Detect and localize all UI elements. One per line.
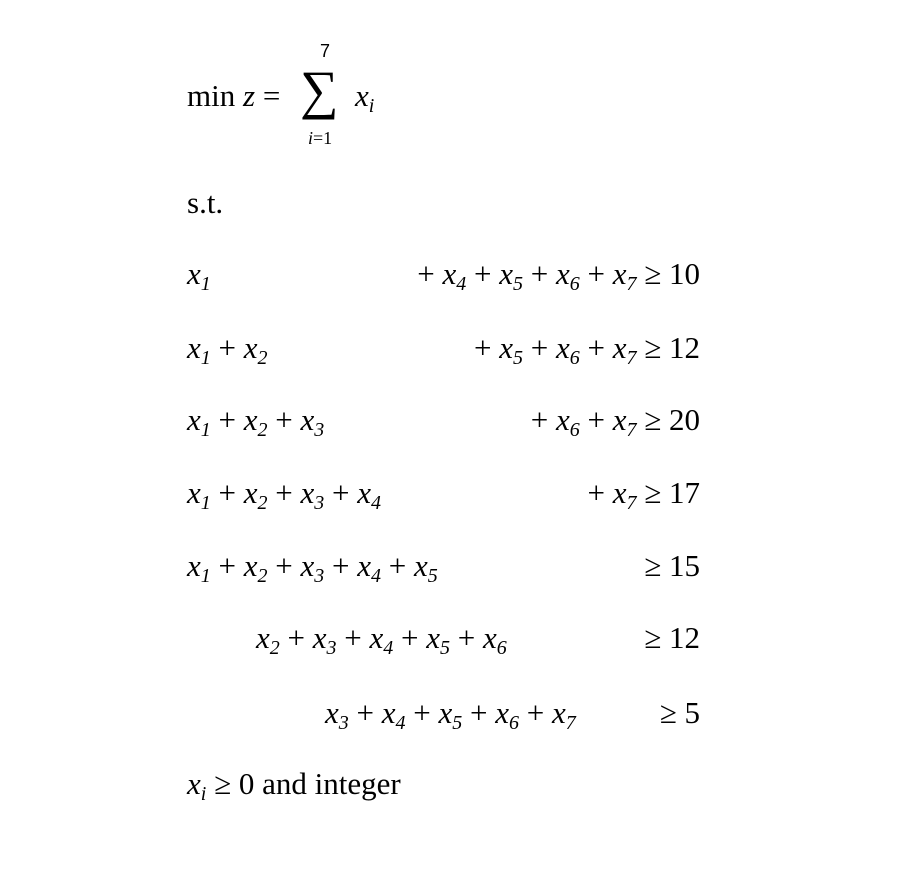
lhs-term bbox=[243, 402, 268, 441]
variable-subscript: 7 bbox=[565, 712, 576, 734]
constraint-rhs-block bbox=[587, 475, 700, 514]
constraint-rhs: ≥ 20 bbox=[636, 402, 700, 437]
variable-subscript: 4 bbox=[383, 637, 394, 659]
lhs-term bbox=[187, 256, 211, 295]
variable-subscript: 6 bbox=[509, 712, 520, 734]
constraint-lhs bbox=[187, 548, 438, 587]
constraint-lhs bbox=[187, 256, 211, 295]
constraint-lhs bbox=[187, 475, 382, 514]
variable-subscript: 2 bbox=[257, 347, 268, 369]
constraint-rhs-block bbox=[530, 402, 700, 441]
plus-sign: + bbox=[579, 402, 613, 437]
plus-sign: + bbox=[530, 402, 556, 437]
constraint-rhs-block bbox=[644, 622, 700, 653]
lhs-term bbox=[381, 695, 406, 734]
variable-subscript: 1 bbox=[200, 347, 211, 369]
variable-x: x bbox=[357, 475, 372, 510]
variable-subscript: 4 bbox=[456, 273, 467, 295]
variable-x: x bbox=[612, 475, 627, 510]
variable-subscript: 1 bbox=[200, 273, 211, 295]
sum-lower-limit bbox=[308, 129, 332, 147]
variable-subscript: 7 bbox=[626, 419, 637, 441]
gap-term bbox=[612, 475, 637, 514]
variable-subscript: 3 bbox=[314, 492, 325, 514]
lhs-term bbox=[187, 475, 211, 514]
plus-sign: + bbox=[348, 695, 382, 730]
variable-x: x bbox=[612, 330, 627, 365]
lhs-term bbox=[369, 620, 394, 659]
variable-subscript: 3 bbox=[338, 712, 349, 734]
lhs-term bbox=[256, 620, 280, 659]
gap-term bbox=[442, 256, 467, 295]
gap-term bbox=[555, 330, 580, 369]
constraint-lhs bbox=[187, 402, 325, 441]
variable-x: x bbox=[442, 256, 457, 291]
plus-sign: + bbox=[393, 620, 427, 655]
lhs-term bbox=[243, 475, 268, 514]
lhs-term bbox=[243, 330, 268, 369]
variable-subscript: 5 bbox=[427, 565, 438, 587]
constraint-lhs bbox=[256, 620, 507, 659]
objective-term bbox=[355, 78, 375, 117]
variable-x: x bbox=[414, 548, 428, 583]
plus-sign: + bbox=[462, 695, 496, 730]
gap-term bbox=[499, 330, 523, 369]
gap-term bbox=[612, 402, 637, 441]
variable-subscript: 7 bbox=[626, 273, 637, 295]
constraint-rhs-block bbox=[660, 697, 700, 728]
variable-subscript: 2 bbox=[257, 565, 268, 587]
summation-icon: ∑ bbox=[300, 60, 339, 120]
plus-sign: + bbox=[522, 256, 556, 291]
constraint-rhs: ≥ 12 bbox=[636, 330, 700, 365]
constraint-lhs bbox=[187, 330, 268, 369]
variable-subscript: 4 bbox=[371, 565, 382, 587]
variable-x: x bbox=[552, 695, 566, 730]
variable-x: x bbox=[300, 402, 315, 437]
variable-subscript: 3 bbox=[314, 419, 325, 441]
lhs-term bbox=[187, 402, 211, 441]
variable-subscript: 7 bbox=[626, 492, 637, 514]
objective-variable: z bbox=[242, 78, 256, 113]
plus-sign: + bbox=[324, 548, 358, 583]
lhs-term bbox=[325, 695, 349, 734]
variable-subscript: 1 bbox=[200, 492, 211, 514]
variable-subscript: 6 bbox=[569, 347, 580, 369]
gap-term bbox=[612, 330, 637, 369]
variable-x: x bbox=[612, 256, 627, 291]
plus-sign: + bbox=[473, 330, 500, 365]
plus-sign: + bbox=[210, 475, 244, 510]
variable-x: x bbox=[499, 330, 513, 365]
plus-sign: + bbox=[267, 402, 301, 437]
variable-subscript: 2 bbox=[257, 419, 268, 441]
variable-x: x bbox=[256, 620, 270, 655]
variable-subscript: 2 bbox=[257, 492, 268, 514]
lhs-term bbox=[187, 330, 211, 369]
variable-subscript: 1 bbox=[200, 565, 211, 587]
variable-x: x bbox=[187, 402, 201, 437]
plus-sign: + bbox=[466, 256, 500, 291]
gap-term bbox=[499, 256, 523, 295]
equals-sign: = bbox=[262, 78, 281, 113]
lhs-term bbox=[300, 548, 325, 587]
gap-term bbox=[612, 256, 637, 295]
variable-x: x bbox=[438, 695, 453, 730]
variable-subscript: 5 bbox=[512, 347, 523, 369]
sum-index-start: =1 bbox=[313, 128, 333, 148]
objective-term-var: x bbox=[355, 78, 369, 113]
variable-x: x bbox=[612, 402, 627, 437]
domain-constraint bbox=[187, 766, 401, 805]
objective-term-sub: i bbox=[368, 95, 375, 117]
plus-sign: + bbox=[210, 402, 244, 437]
constraint-lhs bbox=[325, 695, 576, 734]
domain-var: x bbox=[187, 766, 201, 801]
variable-x: x bbox=[312, 620, 327, 655]
variable-x: x bbox=[300, 548, 315, 583]
constraint-rhs: ≥ 12 bbox=[644, 620, 700, 655]
lhs-term bbox=[495, 695, 520, 734]
variable-x: x bbox=[555, 330, 570, 365]
variable-subscript: 3 bbox=[314, 565, 325, 587]
constraint-rhs-block bbox=[473, 330, 700, 369]
plus-sign: + bbox=[381, 548, 414, 583]
variable-x: x bbox=[187, 256, 201, 291]
plus-sign: + bbox=[267, 475, 301, 510]
lhs-term bbox=[187, 548, 211, 587]
variable-subscript: 4 bbox=[371, 492, 382, 514]
variable-subscript: 4 bbox=[395, 712, 406, 734]
variable-x: x bbox=[369, 620, 384, 655]
constraint-rhs-block bbox=[417, 256, 700, 295]
variable-x: x bbox=[381, 695, 396, 730]
gap-term bbox=[555, 402, 580, 441]
variable-subscript: 5 bbox=[452, 712, 463, 734]
lhs-term bbox=[438, 695, 463, 734]
min-label: min bbox=[187, 78, 236, 113]
variable-subscript: 1 bbox=[200, 419, 211, 441]
constraint-rhs-block bbox=[644, 550, 700, 581]
variable-subscript: 6 bbox=[569, 273, 580, 295]
objective-prefix bbox=[187, 80, 280, 111]
domain-sub: i bbox=[200, 783, 207, 805]
variable-subscript: 2 bbox=[269, 637, 280, 659]
lhs-term bbox=[300, 402, 325, 441]
variable-x: x bbox=[187, 548, 201, 583]
constraint-rhs: ≥ 17 bbox=[636, 475, 700, 510]
constraint-rhs: ≥ 15 bbox=[644, 548, 700, 583]
variable-x: x bbox=[187, 475, 201, 510]
variable-x: x bbox=[426, 620, 441, 655]
lhs-term bbox=[426, 620, 451, 659]
variable-x: x bbox=[243, 402, 258, 437]
plus-sign: + bbox=[324, 475, 358, 510]
variable-subscript: 5 bbox=[440, 637, 451, 659]
variable-x: x bbox=[483, 620, 497, 655]
plus-sign: + bbox=[417, 256, 443, 291]
variable-subscript: 7 bbox=[626, 347, 637, 369]
domain-text: ≥ 0 and integer bbox=[206, 766, 401, 801]
variable-subscript: 5 bbox=[512, 273, 523, 295]
variable-x: x bbox=[243, 548, 258, 583]
plus-sign: + bbox=[210, 330, 244, 365]
lhs-term bbox=[483, 620, 507, 659]
plus-sign: + bbox=[587, 475, 613, 510]
variable-x: x bbox=[499, 256, 513, 291]
variable-x: x bbox=[357, 548, 372, 583]
plus-sign: + bbox=[279, 620, 313, 655]
subject-to-label: s.t. bbox=[187, 185, 224, 220]
variable-x: x bbox=[243, 475, 258, 510]
plus-sign: + bbox=[210, 548, 244, 583]
constraint-rhs: ≥ 5 bbox=[659, 695, 700, 730]
variable-x: x bbox=[300, 475, 315, 510]
variable-x: x bbox=[243, 330, 258, 365]
variable-x: x bbox=[555, 256, 570, 291]
variable-x: x bbox=[495, 695, 510, 730]
plus-sign: + bbox=[522, 330, 556, 365]
lhs-term bbox=[357, 475, 382, 514]
lhs-term bbox=[357, 548, 382, 587]
variable-x: x bbox=[325, 695, 339, 730]
plus-sign: + bbox=[519, 695, 552, 730]
plus-sign: + bbox=[267, 548, 301, 583]
variable-x: x bbox=[555, 402, 570, 437]
lhs-term bbox=[414, 548, 438, 587]
variable-subscript: 3 bbox=[326, 637, 337, 659]
variable-subscript: 6 bbox=[569, 419, 580, 441]
lhs-term bbox=[300, 475, 325, 514]
plus-sign: + bbox=[336, 620, 370, 655]
lhs-term bbox=[312, 620, 337, 659]
plus-sign: + bbox=[579, 330, 613, 365]
plus-sign: + bbox=[450, 620, 483, 655]
variable-subscript: 6 bbox=[496, 637, 507, 659]
constraint-rhs: ≥ 10 bbox=[636, 256, 700, 291]
gap-term bbox=[555, 256, 580, 295]
lhs-term bbox=[552, 695, 576, 734]
variable-x: x bbox=[187, 330, 201, 365]
plus-sign: + bbox=[405, 695, 439, 730]
plus-sign: + bbox=[579, 256, 613, 291]
lhs-term bbox=[243, 548, 268, 587]
sum-upper-limit: 7 bbox=[320, 41, 331, 61]
sum-index: i bbox=[308, 128, 314, 148]
